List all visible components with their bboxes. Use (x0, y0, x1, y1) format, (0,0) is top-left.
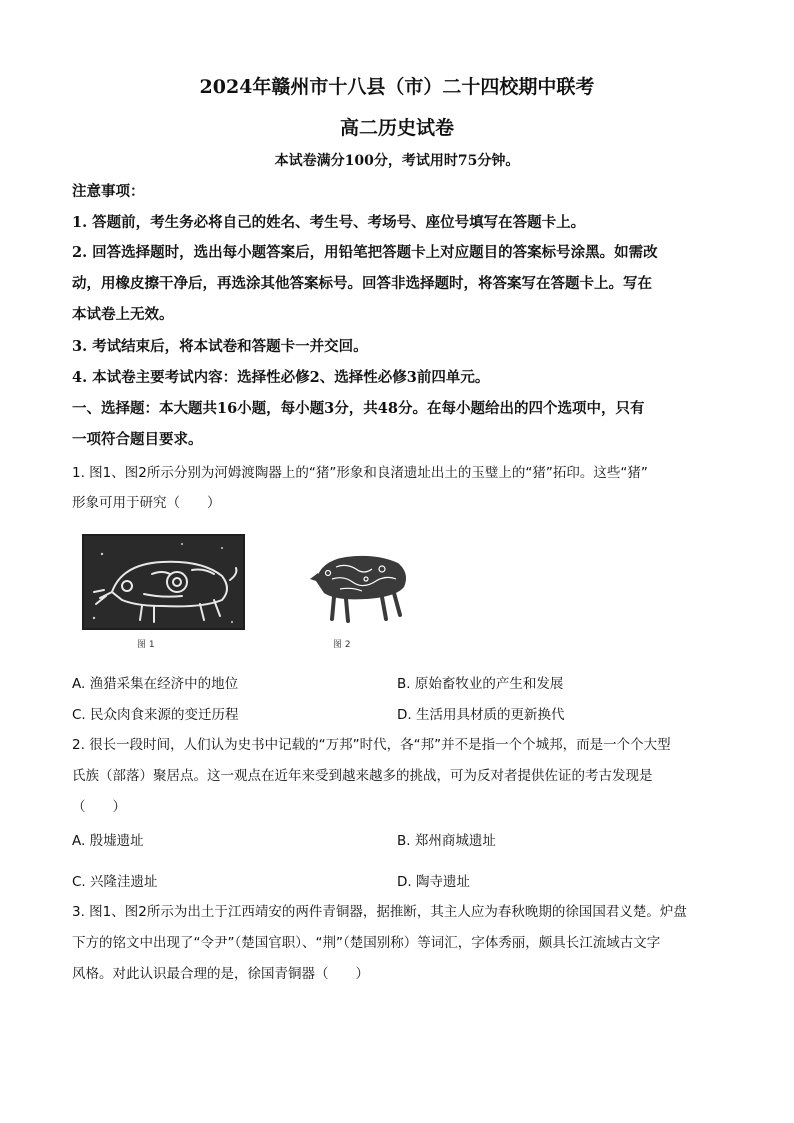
section-heading-line-1: 一、选择题：本大题共16小题，每小题3分，共48分。在每小题给出的四个选项中，只有 (72, 400, 645, 417)
q2-option-d: D. 陶寺遗址 (397, 874, 470, 890)
exam-title: 2024年赣州市十八县（市）二十四校期中联考 (199, 76, 595, 98)
q2-option-c: C. 兴隆洼遗址 (72, 874, 158, 890)
q3-stem-line-3: 风格。对此认识最合理的是，徐国青铜器（ ） (72, 966, 369, 982)
q1-option-a: A. 渔猎采集在经济中的地位 (72, 676, 239, 692)
q2-stem-line-3: （ ） (72, 799, 126, 815)
note-3: 3. 考试结束后，将本试卷和答题卡一并交回。 (72, 338, 368, 355)
note-2-line-1: 2. 回答选择题时，选出每小题答案后，用铅笔把答题卡上对应题目的答案标号涂黑。如需改 (72, 244, 658, 261)
q1-figure-1-caption: 图 1 (137, 640, 155, 650)
note-2-line-2: 动，用橡皮擦干净后，再选涂其他答案标号。回答非选择题时，将答案写在答题卡上。写在 (72, 275, 652, 292)
q2-stem-line-2: 氏族（部落）聚居点。这一观点在近年来受到越来越多的挑战，可为反对者提供佐证的考古发现是 (72, 768, 653, 784)
q3-stem-line-2: 下方的铭文中出现了“令尹”（楚国官职）、“荆”（楚国别称）等词汇，字体秀丽，颇具长江流域古文字 (72, 935, 661, 951)
exam-info: 本试卷满分100分，考试用时75分钟。 (274, 153, 520, 169)
notes-heading: 注意事项： (72, 183, 145, 200)
q1-option-b: B. 原始畜牧业的产生和发展 (397, 676, 564, 692)
q3-stem-line-1: 3. 图1、图2所示为出土于江西靖安的两件青铜器，据推断，其主人应为春秋晚期的徐国国君义楚。炉盘 (72, 904, 687, 920)
q1-figure-2-boar-rubbing (306, 543, 414, 625)
note-2-line-3: 本试卷上无效。 (72, 306, 174, 323)
q1-option-c: C. 民众肉食来源的变迁历程 (72, 707, 239, 723)
q2-option-b: B. 郑州商城遗址 (397, 833, 496, 849)
q1-stem-line-2: 形象可用于研究（ ） (72, 495, 221, 511)
section-heading-line-2: 一项符合题目要求。 (72, 431, 203, 448)
q2-option-a: A. 殷墟遗址 (72, 833, 144, 849)
note-4: 4. 本试卷主要考试内容：选择性必修2、选择性必修3前四单元。 (72, 369, 490, 386)
exam-subtitle: 高二历史试卷 (339, 117, 454, 139)
q2-stem-line-1: 2. 很长一段时间，人们认为史书中记载的“万邦”时代，各“邦”并不是指一个个城邦，而是一个个大型 (72, 737, 671, 753)
note-1: 1. 答题前，考生务必将自己的姓名、考生号、考场号、座位号填写在答题卡上。 (72, 214, 586, 231)
q1-figure-2-caption: 图 2 (333, 640, 351, 650)
q1-stem-line-1: 1. 图1、图2所示分别为河姆渡陶器上的“猪”形象和良渚遗址出土的玉璧上的“猪”拓印。这些“猪” (72, 465, 648, 481)
q1-figure-1-pig-rubbing (82, 534, 245, 630)
q1-option-d: D. 生活用具材质的更新换代 (397, 707, 565, 723)
